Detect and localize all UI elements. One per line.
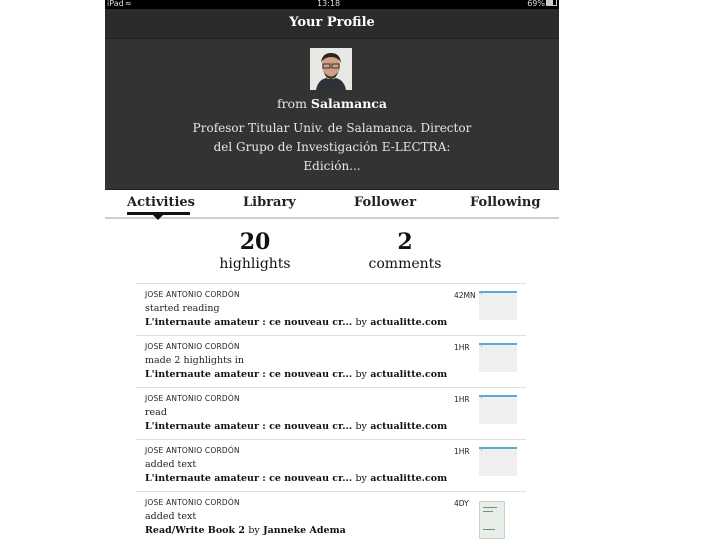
tab-following[interactable]: Following xyxy=(470,195,541,210)
status-bar xyxy=(105,0,559,9)
highlights-label: highlights xyxy=(219,256,291,272)
profile-header xyxy=(105,9,559,190)
page-title: Your Profile xyxy=(289,15,375,30)
book-source: actualitte.com xyxy=(370,421,448,432)
feed-action: added text xyxy=(145,459,197,470)
highlights-stat[interactable] xyxy=(215,229,295,273)
feed-book[interactable] xyxy=(145,421,447,432)
article-thumbnail[interactable] xyxy=(479,447,517,476)
tab-activities[interactable]: Activities xyxy=(127,195,195,210)
cover-text-line xyxy=(483,511,493,512)
avatar[interactable] xyxy=(310,48,352,90)
activity-feed xyxy=(136,283,526,540)
book-cover-thumbnail[interactable] xyxy=(479,501,505,539)
book-title: Read/Write Book 2 xyxy=(145,525,246,536)
battery-icon xyxy=(546,0,557,6)
book-source: actualitte.com xyxy=(370,369,448,380)
feed-item[interactable] xyxy=(136,439,526,491)
feed-item[interactable] xyxy=(136,491,526,540)
cover-text-line xyxy=(483,529,495,530)
article-thumbnail[interactable] xyxy=(479,395,517,424)
thumbnail-mark-icon: ' xyxy=(481,449,483,456)
feed-author[interactable]: JOSE ANTONIO CORDÓN xyxy=(145,290,240,299)
feed-item[interactable] xyxy=(136,335,526,387)
feed-time: 4DY xyxy=(454,499,469,508)
article-thumbnail[interactable] xyxy=(479,291,517,320)
feed-item[interactable] xyxy=(136,283,526,335)
feed-author[interactable]: JOSE ANTONIO CORDÓN xyxy=(145,342,240,351)
by-label: by xyxy=(355,421,367,432)
bio-line-1: Profesor Titular Univ. de Salamanca. Director xyxy=(192,121,472,135)
feed-time: 42MN xyxy=(454,291,476,300)
profile-tabs xyxy=(105,190,559,219)
feed-author[interactable]: JOSE ANTONIO CORDÓN xyxy=(145,498,240,507)
thumbnail-mark-icon: ' xyxy=(481,397,483,404)
carrier-label: iPad xyxy=(107,0,124,8)
feed-time: 1HR xyxy=(454,447,470,456)
feed-book[interactable] xyxy=(145,369,447,380)
feed-action: read xyxy=(145,407,167,418)
by-label: by xyxy=(355,317,367,328)
feed-book[interactable] xyxy=(145,317,447,328)
feed-action: added text xyxy=(145,511,197,522)
feed-book[interactable] xyxy=(145,473,447,484)
wifi-icon: ≈ xyxy=(125,0,132,8)
book-source: actualitte.com xyxy=(370,317,448,328)
book-title: L'internaute amateur : ce nouveau cr... xyxy=(145,473,353,484)
book-title: L'internaute amateur : ce nouveau cr... xyxy=(145,421,353,432)
caret-down-icon xyxy=(153,215,163,220)
feed-author[interactable]: JOSE ANTONIO CORDÓN xyxy=(145,394,240,403)
thumbnail-mark-icon: ' xyxy=(481,345,483,352)
article-thumbnail[interactable] xyxy=(479,343,517,372)
book-source: actualitte.com xyxy=(370,473,448,484)
location-name: Salamanca xyxy=(310,96,388,111)
bio-text xyxy=(185,119,479,176)
feed-time: 1HR xyxy=(454,395,470,404)
location-line xyxy=(105,96,559,111)
comments-stat[interactable] xyxy=(360,229,450,273)
thumbnail-mark-icon: ' xyxy=(481,293,483,300)
by-label: by xyxy=(355,473,367,484)
avatar-photo-icon xyxy=(310,48,352,90)
by-label: by xyxy=(355,369,367,380)
nav-bar xyxy=(105,9,559,39)
feed-action: made 2 highlights in xyxy=(145,355,244,366)
battery-percent: 69% xyxy=(527,0,545,8)
from-prefix: from xyxy=(276,96,307,111)
cover-text-line xyxy=(483,507,497,508)
bio-line-2: del Grupo de Investigación E-LECTRA: Edición... xyxy=(213,140,451,173)
comments-count: 2 xyxy=(397,229,413,255)
by-label: by xyxy=(248,525,260,536)
feed-book[interactable] xyxy=(145,525,346,536)
tab-library[interactable]: Library xyxy=(243,195,296,210)
feed-author[interactable]: JOSE ANTONIO CORDÓN xyxy=(145,446,240,455)
feed-action: started reading xyxy=(145,303,220,314)
ipad-screen xyxy=(105,0,559,540)
highlights-count: 20 xyxy=(239,229,271,255)
clock: 13:18 xyxy=(317,0,341,8)
comments-label: comments xyxy=(368,256,442,272)
book-title: L'internaute amateur : ce nouveau cr... xyxy=(145,369,353,380)
feed-item[interactable] xyxy=(136,387,526,439)
book-source: Janneke Adema xyxy=(263,525,346,536)
tab-follower[interactable]: Follower xyxy=(354,195,417,210)
feed-time: 1HR xyxy=(454,343,470,352)
book-title: L'internaute amateur : ce nouveau cr... xyxy=(145,317,353,328)
